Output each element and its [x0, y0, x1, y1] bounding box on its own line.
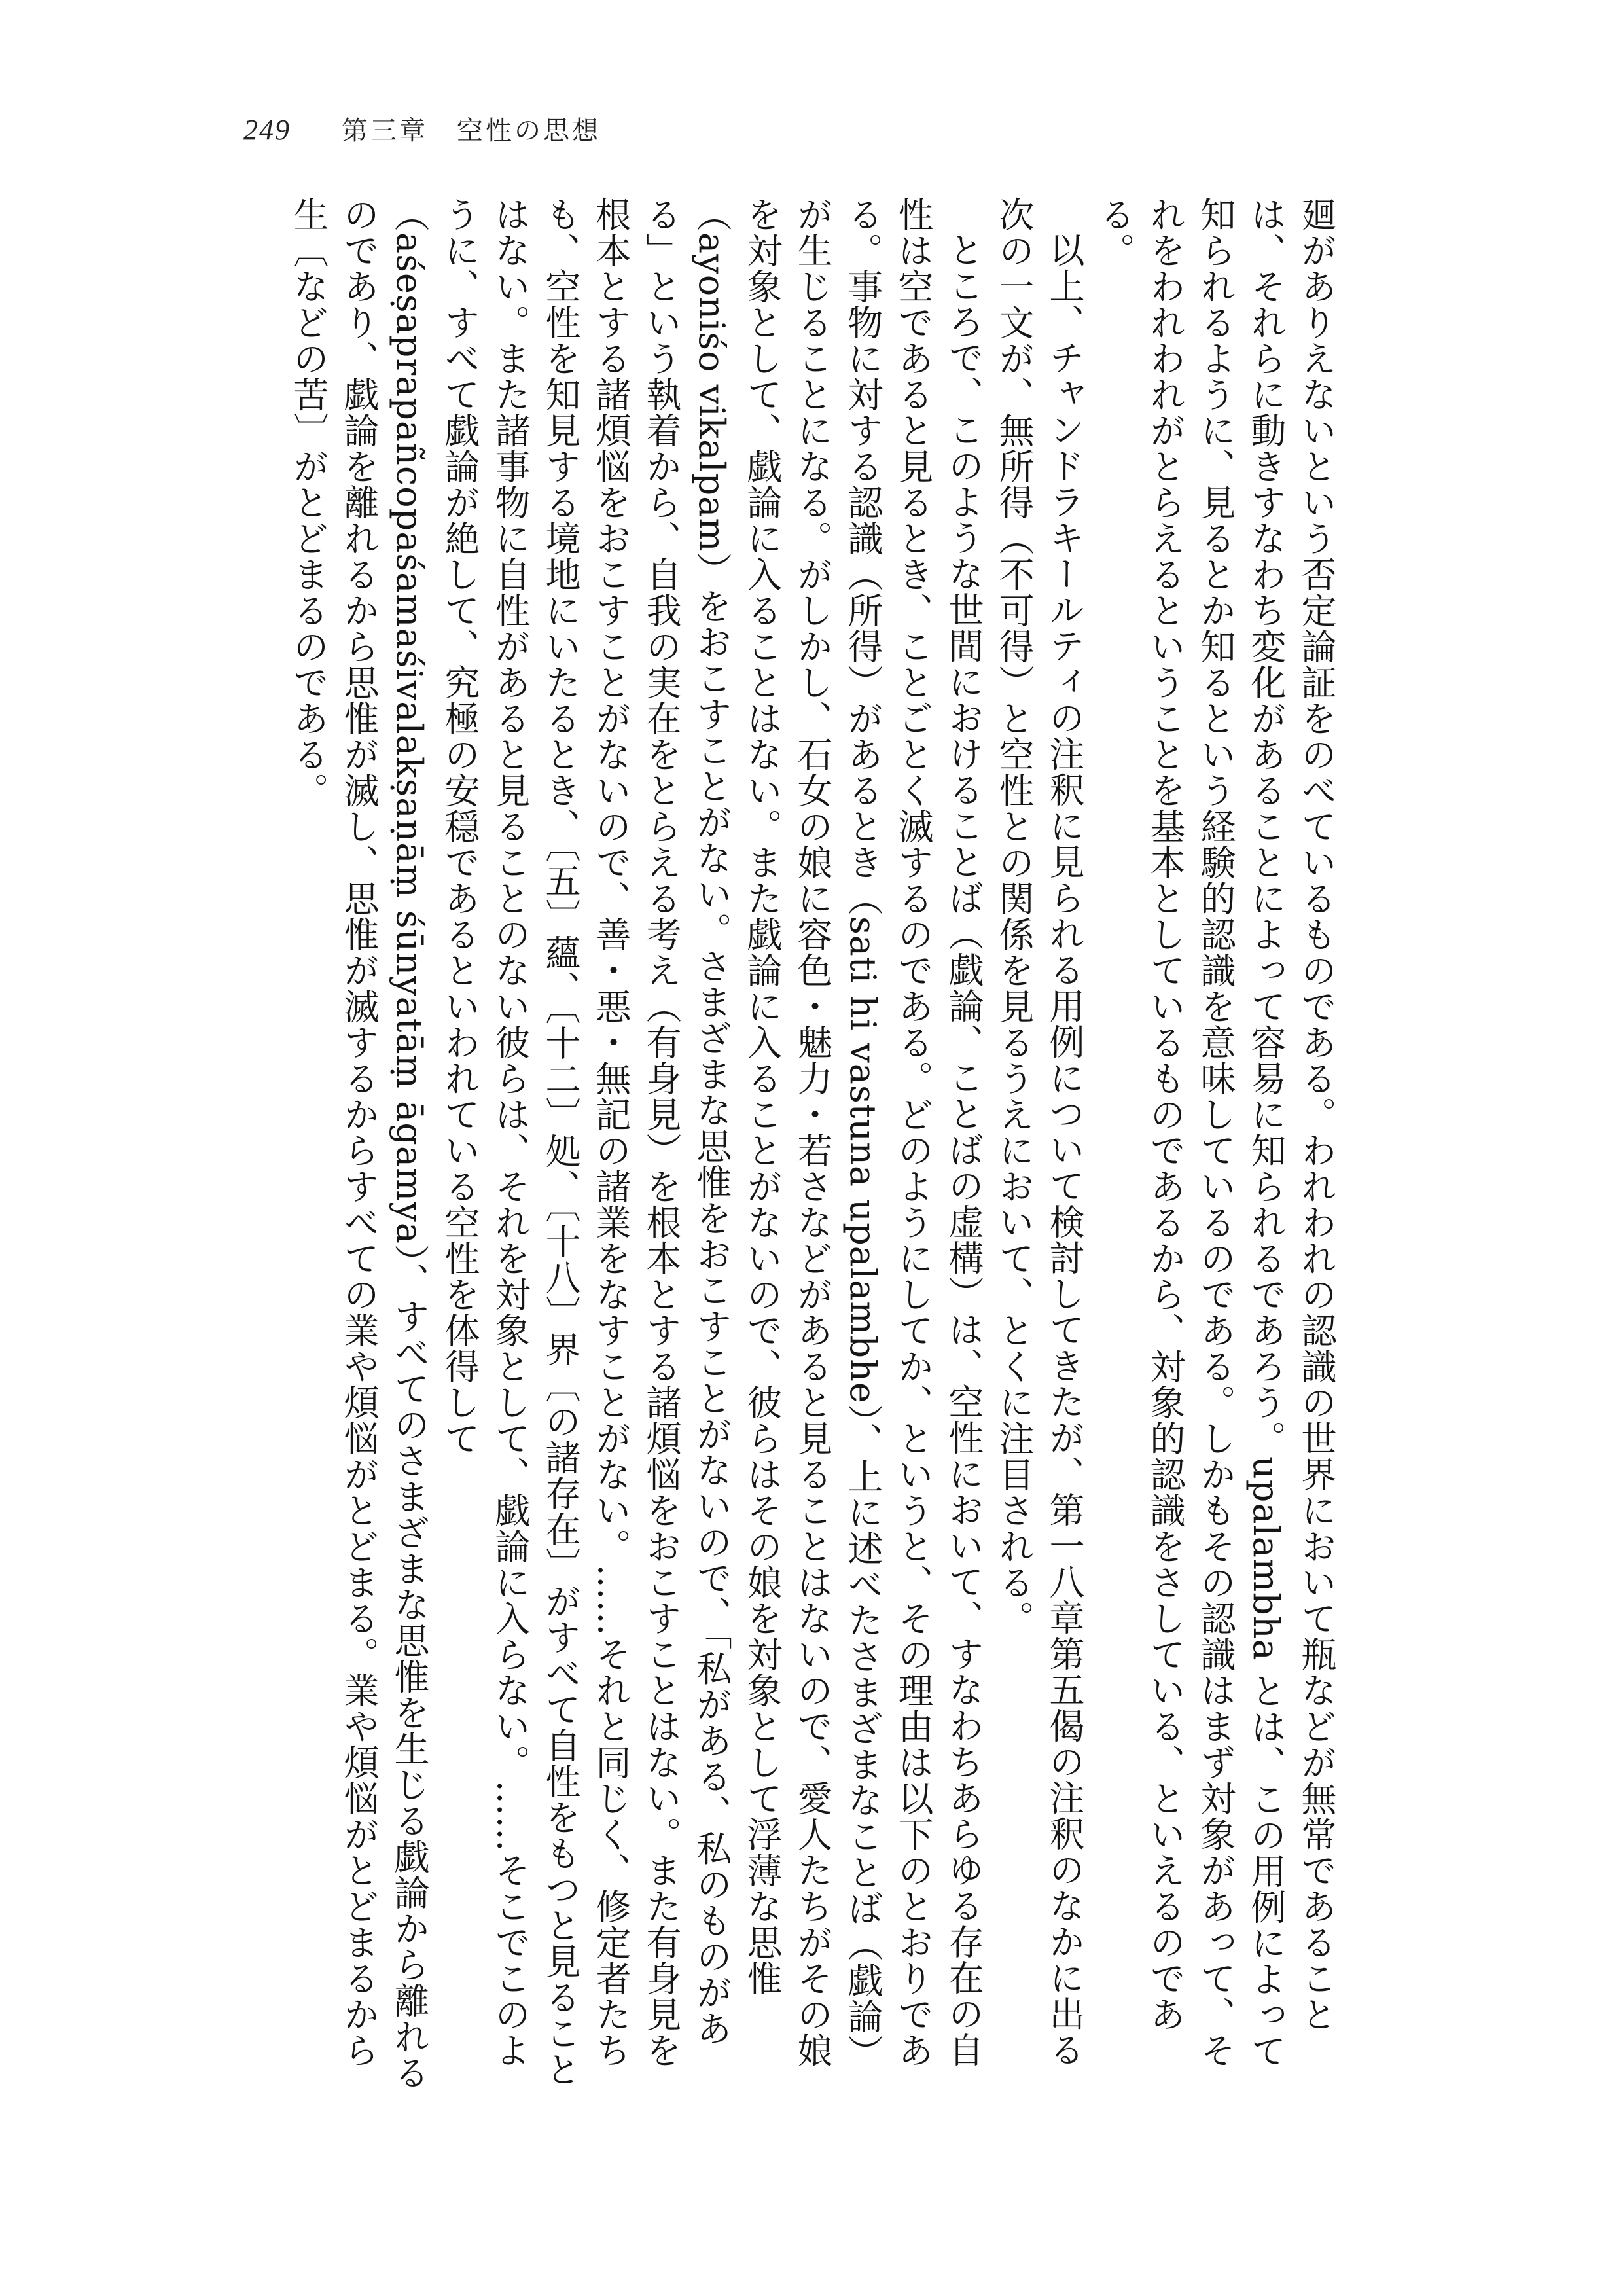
page-number: 249 [243, 114, 291, 146]
paragraph-2: 以上、チャンドラキールティの注釈に見られる用例について検討してきたが、第一八章第五偈の注釈のなかに出る次の一文が、無所得（不可得）と空性との関係を見るうえにおいて、とくに注目される。 [993, 196, 1085, 2068]
running-head [243, 110, 601, 156]
paragraph-3-quotation: ところで、このような世間におけることば（戯論、ことばの虚構）は、空性において、すなわちあらゆる存在の自性は空であると見るとき、ことごとく滅するのである。どのようにしてか、というと、その理由は以下のとおりである。事物に対する認識（所得）があるとき（sati hi vastuna upalambhe）、上に述べたさまざまなことば（戯論）が生じることになる。がしかし、石女の娘に容色・魅力・若さなどがあると見ることはないので、愛人たちがその娘を対象として、戯論に入ることはない。また戯論に入ることがないので、彼らはその娘を対象として浮薄な思惟（ayoniśo vikalpam）をおこすことがない。さまざまな思惟をおこすことがないので、「私がある、私のものがある」という執着から、自我の実在をとらえる考え（有身見）を根本とする諸煩悩をおこすことはない。また有身見を根本とする諸煩悩をおこすことがないので、善・悪・無記の諸業をなすことがない。……それと同じく、修定者たちも、空性を知見する境地にいたるとき、〔五〕蘊、〔十二〕処、〔十八〕界〔の諸存在〕がすべて自性をもつと見ることはない。また諸事物に自性があると見ることのない彼らは、それを対象として、戯論に入らない。……そこでこのように、すべて戯論が絶して、究極の安穏であるといわれている空性を体得して（aśeṣaprapañcopaśamaśivalakṣaṇāṃ śūnyatāṃ āgamya）、すべてのさまざまな思惟を生じる戯論から離れるのであり、戯論を離れるから思惟が滅し、思惟が滅するからすべての業や煩悩がとどまる。業や煩悩がとどまるから生〔などの苦〕がとどまるのである。 [288, 196, 984, 2090]
chapter-title: 第三章 空性の思想 [342, 116, 601, 146]
paragraph-1: 廻がありえないという否定論証をのべているものである。われわれの認識の世界において瓶などが無常であることは、それらに動きすなわち変化があることによって容易に知られるであろう。upalambha とは、この用例によって知られるように、見るとか知るという経験的認識を意味しているのである。しかもその認識はまず対象があって、それをわれわれがとらえるということを基本としているものであるから、対象的認識をさしている、といえるのである。 [1094, 196, 1337, 2069]
vertical-body-text [242, 196, 1342, 2094]
